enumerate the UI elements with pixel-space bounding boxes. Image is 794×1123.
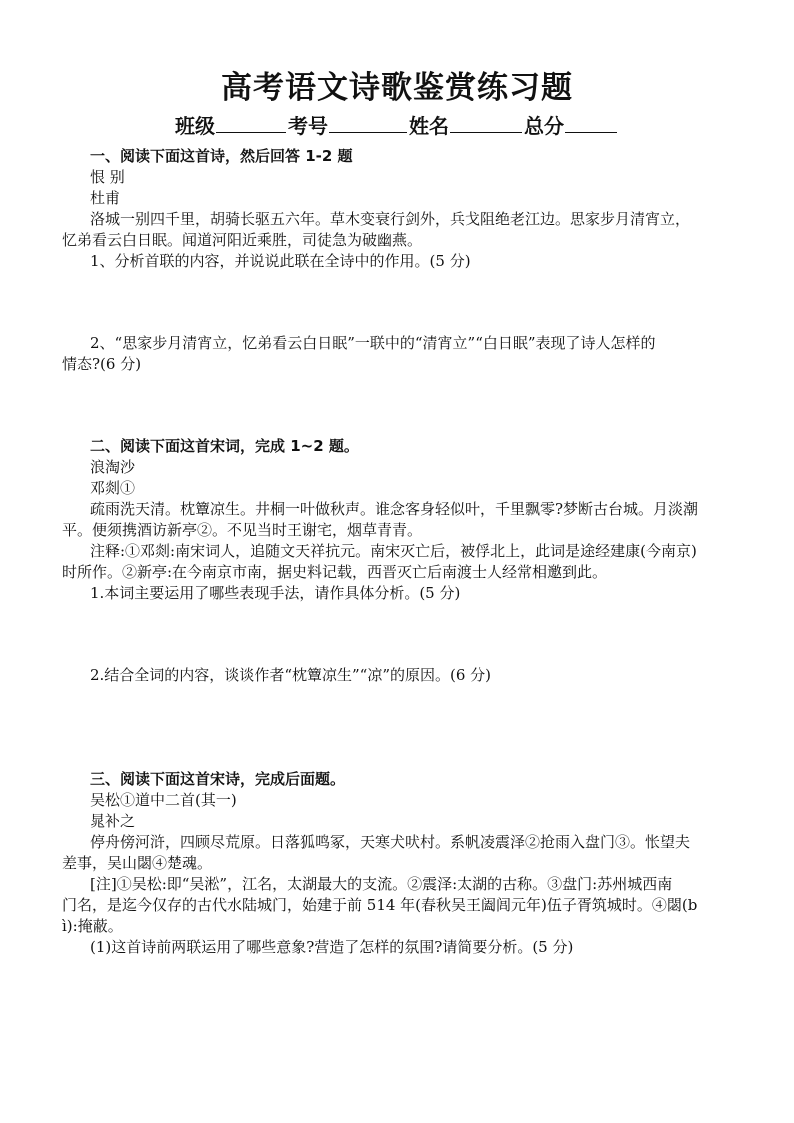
section-2-question-1: 1.本词主要运用了哪些表现手法，请作具体分析。(5 分) [90, 584, 461, 602]
section-1-question-2-line-2: 情态?(6 分) [62, 355, 142, 373]
score-blank[interactable] [565, 114, 617, 133]
section-2-poem-title: 浪淘沙 [90, 458, 136, 476]
section-1-heading: 一、阅读下面这首诗，然后回答 1-2 题 [90, 147, 353, 165]
student-info-line [0, 110, 794, 139]
section-3-note-line-3: ì):掩蔽。 [62, 917, 123, 935]
section-2-author: 邓剡① [90, 479, 136, 497]
section-1-poem-line-2: 忆弟看云白日眠。闻道河阳近乘胜，司徒急为破幽燕。 [62, 231, 423, 249]
class-blank[interactable] [216, 114, 286, 133]
section-1-author: 杜甫 [90, 189, 121, 207]
section-2-note-line-1: 注释:①邓剡:南宋词人，追随文天祥抗元。南宋灭亡后，被俘北上，此词是途经建康(今南京) [90, 542, 697, 560]
section-3-question-1: (1)这首诗前两联运用了哪些意象?营造了怎样的氛围?请简要分析。(5 分) [90, 938, 574, 956]
section-2-poem-line-2: 平。便须携酒访新亭②。不见当时王谢宅，烟草青青。 [62, 521, 423, 539]
section-3-author: 晁补之 [90, 812, 136, 830]
section-2-question-2: 2.结合全词的内容，谈谈作者“枕簟凉生”“凉”的原因。(6 分) [90, 666, 492, 684]
score-label: 总分 [524, 114, 564, 138]
class-label: 班级 [175, 114, 215, 138]
name-label: 姓名 [409, 114, 449, 138]
page-title: 高考语文诗歌鉴赏练习题 [221, 70, 573, 106]
section-1-question-2-line-1: 2、“思家步月清宵立，忆弟看云白日眠”一联中的“清宵立”“白日眠”表现了诗人怎样的 [90, 334, 656, 352]
section-3-poem-line-2: 差事，吴山閟④楚魂。 [62, 854, 213, 872]
section-2-note-line-2: 时所作。②新亭:在今南京市南，据史料记载，西晋灭亡后南渡士人经常相邀到此。 [62, 563, 608, 581]
section-2-heading: 二、阅读下面这首宋词，完成 1~2 题。 [90, 437, 359, 455]
section-1-poem-title: 恨 别 [90, 168, 125, 186]
section-2-poem-line-1: 疏雨洗天清。枕簟凉生。井桐一叶做秋声。谁念客身轻似叶，千里飘零?梦断古台城。月淡潮 [90, 500, 699, 518]
section-3-note-line-1: [注]①吴松:即“吴淞”，江名，太湖最大的支流。②震泽:太湖的古称。③盘门:苏州城西南 [90, 875, 673, 893]
name-blank[interactable] [450, 114, 522, 133]
exam-number-label: 考号 [288, 114, 328, 138]
section-3-poem-title: 吴松①道中二首(其一) [90, 791, 237, 809]
section-1-question-1: 1、分析首联的内容，并说说此联在全诗中的作用。(5 分) [90, 252, 471, 270]
section-1-poem-line-1: 洛城一别四千里，胡骑长驱五六年。草木变衰行剑外，兵戈阻绝老江边。思家步月清宵立， [90, 210, 691, 228]
section-3-poem-line-1: 停舟傍河浒，四顾尽荒原。日落狐鸣冢，天寒犬吠村。系帆凌震泽②抢雨入盘门③。怅望夫 [90, 833, 691, 851]
section-3-note-line-2: 门名，是迄今仅存的古代水陆城门，始建于前 514 年(春秋吴王阖闾元年)伍子胥筑城时。④閟(b [62, 896, 698, 914]
section-3-heading: 三、阅读下面这首宋诗，完成后面题。 [90, 770, 346, 788]
exam-number-blank[interactable] [329, 114, 407, 133]
